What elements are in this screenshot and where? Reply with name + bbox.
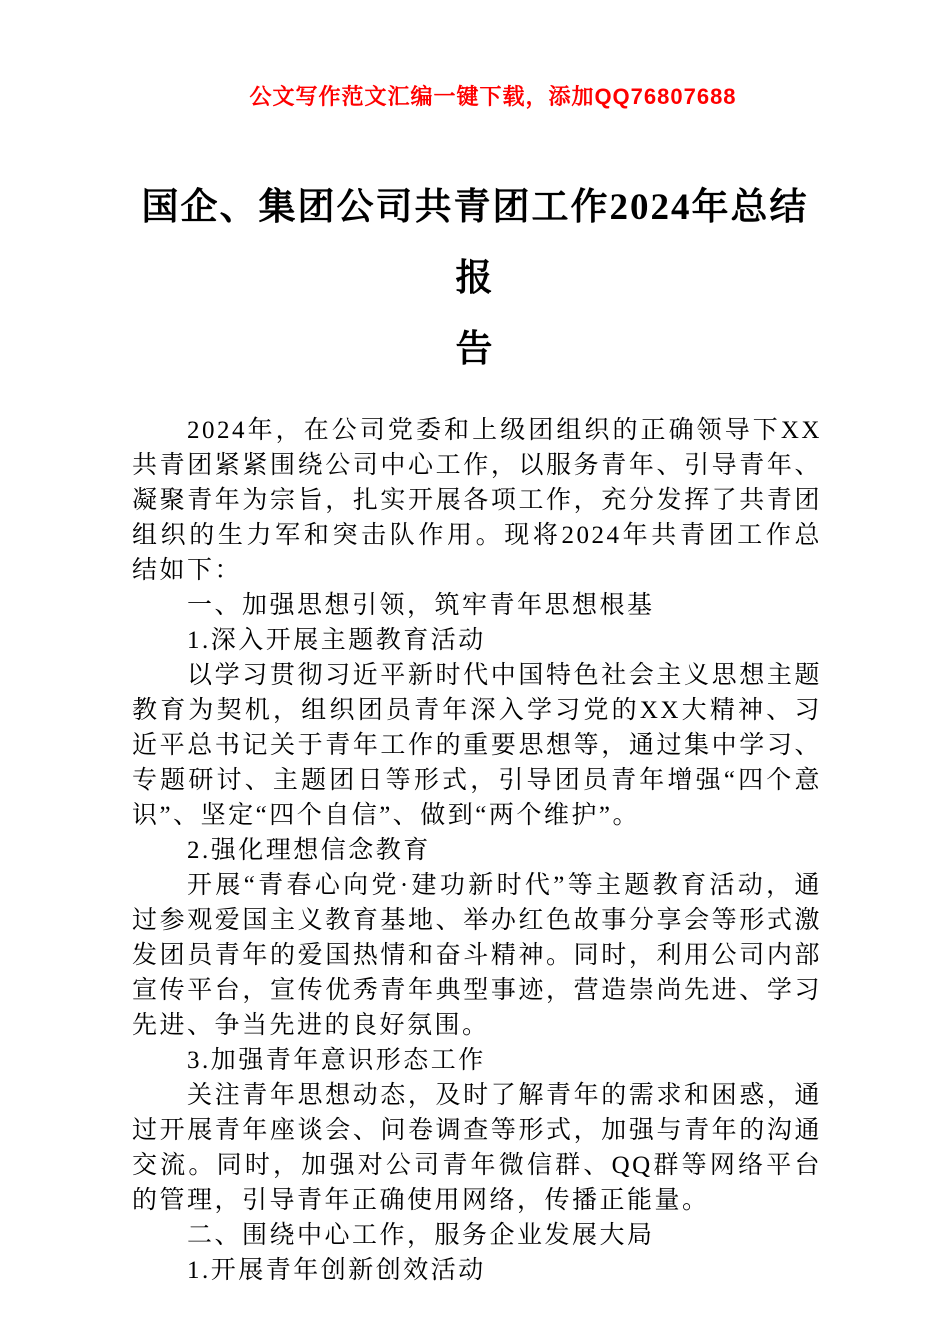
subsection-heading-1-1: 1.深入开展主题教育活动: [187, 627, 486, 654]
title-line-1: 国企、集团公司共青团工作2024年总结报: [141, 187, 809, 299]
section-heading-1: 一、加强思想引领，筑牢青年思想根基: [187, 592, 655, 619]
paragraph-1-2: 开展“青春心向党·建功新时代”等主题教育活动，通过参观爱国主义教育基地、举办红色故事分享会等形式激发团员青年的爱国热情和奋斗精神。同时，利用公司内部宣传平台，宣传优秀青年典型事迹，营造崇尚先进、学习先进、争当先进的良好氛围。: [132, 872, 822, 1039]
paragraph-1-3: 关注青年思想动态，及时了解青年的需求和困惑，通过开展青年座谈会、问卷调查等形式，加强与青年的沟通交流。同时，加强对公司青年微信群、QQ群等网络平台的管理，引导青年正确使用网络，传播正能量。: [132, 1082, 822, 1214]
page-title: [125, 172, 825, 385]
section-heading-2: 二、围绕中心工作，服务企业发展大局: [187, 1222, 655, 1249]
paragraph-intro: 2024年，在公司党委和上级团组织的正确领导下XX共青团紧紧围绕公司中心工作，以服务青年、引导青年、凝聚青年为宗旨，扎实开展各项工作，充分发挥了共青团组织的生力军和突击队作用。现将2024年共青团工作总结如下：: [132, 417, 822, 584]
paragraph-1-1: 以学习贯彻习近平新时代中国特色社会主义思想主题教育为契机，组织团员青年深入学习党的XX大精神、习近平总书记关于青年工作的重要思想等，通过集中学习、专题研讨、主题团日等形式，引导团员青年增强“四个意识”、坚定“四个自信”、做到“两个维护”。: [132, 662, 822, 829]
title-line-2: 告: [455, 329, 495, 370]
subsection-heading-2-1: 1.开展青年创新创效活动: [187, 1257, 486, 1284]
document-body: [132, 413, 822, 1288]
promo-banner: 公文写作范文汇编一键下载，添加QQ76807688: [249, 84, 737, 109]
subsection-heading-1-3: 3.加强青年意识形态工作: [187, 1047, 486, 1074]
subsection-heading-1-2: 2.强化理想信念教育: [187, 837, 431, 864]
